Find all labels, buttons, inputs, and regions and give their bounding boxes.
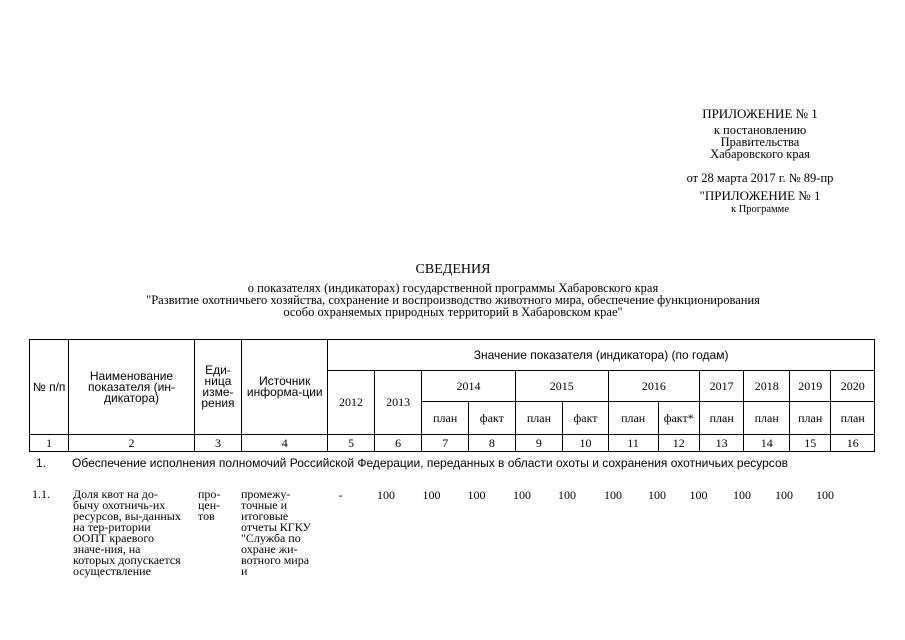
row-value-2020: 100 — [816, 488, 834, 502]
col-number: 13 — [699, 435, 744, 452]
col-number: 15 — [789, 435, 830, 452]
col-number: 3 — [194, 435, 242, 452]
government-line: Правительства — [720, 135, 800, 149]
col-number: 12 — [658, 435, 699, 452]
plan-header: план — [744, 402, 790, 435]
row-value-2016-plan: 100 — [604, 488, 622, 502]
col-number: 16 — [831, 435, 875, 452]
plan-header: план — [422, 402, 469, 435]
plan-header: план — [831, 402, 875, 435]
document-title — [40, 262, 866, 318]
program-appendix-title: "ПРИЛОЖЕНИЕ № 1 — [699, 188, 821, 203]
col-number: 9 — [515, 435, 563, 452]
header-source: Источник информа-ции — [242, 340, 328, 435]
col-number: 8 — [469, 435, 516, 452]
row-value-2019: 100 — [775, 488, 793, 502]
col-number: 5 — [328, 435, 375, 452]
fact-header: факт* — [658, 402, 699, 435]
col-number: 14 — [744, 435, 790, 452]
plan-header: план — [699, 402, 744, 435]
row-value-2017: 100 — [689, 488, 708, 502]
year-header: 2014 — [422, 371, 515, 402]
plan-header: план — [789, 402, 830, 435]
section-number: 1. — [36, 456, 47, 470]
plan-header: план — [608, 402, 658, 435]
col-number: 6 — [374, 435, 422, 452]
row-source: промежу-точные и итоговые отчеты КГКУ "Служба по охране жи-вотного мира и — [241, 487, 311, 578]
row-value-2015-plan: 100 — [513, 488, 531, 502]
row-number: 1.1. — [32, 487, 50, 501]
row-value-2013: 100 — [377, 488, 395, 502]
to-program: к Программе — [731, 204, 789, 215]
title-line-1: о показателях (индикаторах) государственной программы Хабаровского края — [247, 281, 659, 295]
header-name: Наименование показателя (ин-дикатора) — [69, 340, 194, 435]
col-number: 2 — [69, 435, 194, 452]
fact-header: факт — [469, 402, 516, 435]
col-number: 10 — [563, 435, 609, 452]
main-title: СВЕДЕНИЯ — [415, 262, 491, 277]
col-number: 4 — [242, 435, 328, 452]
col-number: 7 — [422, 435, 469, 452]
row-value-2012: - — [338, 488, 343, 502]
header-num: № п/п — [30, 340, 69, 435]
year-header: 2016 — [608, 371, 699, 402]
year-header: 2015 — [515, 371, 608, 402]
col-number: 11 — [608, 435, 658, 452]
header-unit: Еди-ница изме-рения — [194, 340, 242, 435]
year-header: 2018 — [744, 371, 790, 402]
appendix-title: ПРИЛОЖЕНИЕ № 1 — [702, 106, 818, 121]
year-header: 2013 — [374, 371, 422, 435]
row-value-2015-fact: 100 — [558, 488, 576, 502]
row-value-2018: 100 — [733, 488, 751, 502]
plan-header: план — [515, 402, 563, 435]
row-value-2014-plan: 100 — [422, 488, 441, 502]
year-header: 2017 — [699, 371, 744, 402]
year-header: 2019 — [789, 371, 830, 402]
indicators-table — [29, 339, 875, 452]
title-line-2: "Развитие охотничьего хозяйства, сохранение и воспроизводство животного мира, обеспечение функционирования — [146, 293, 760, 307]
col-number: 1 — [30, 435, 69, 452]
header-values: Значение показателя (индикатора) (по годам) — [328, 340, 875, 371]
row-indicator-name: Доля квот на до-бычу охотничь-их ресурсов, вы-данных на тер-ритории ООПТ краевого значе-ния, на которых допускается осуществление — [73, 487, 181, 578]
section-text: Обеспечение исполнения полномочий Российской Федерации, переданных в области охоты и сохранения охотничьих ресурсов — [72, 456, 788, 470]
resolution-date: от 28 марта 2017 г. № 89-пр — [686, 171, 834, 185]
region-line: Хабаровского края — [710, 147, 810, 161]
row-unit: про-цен-тов — [198, 487, 221, 523]
appendix-header — [640, 108, 880, 216]
title-line-3: особо охраняемых природных территорий в Хабаровском крае" — [283, 305, 623, 319]
row-value-2016-fact: 100 — [648, 488, 666, 502]
to-resolution: к постановлению — [713, 123, 807, 137]
row-value-2014-fact: 100 — [467, 488, 486, 502]
year-header: 2012 — [328, 371, 375, 435]
fact-header: факт — [563, 402, 609, 435]
year-header: 2020 — [831, 371, 875, 402]
